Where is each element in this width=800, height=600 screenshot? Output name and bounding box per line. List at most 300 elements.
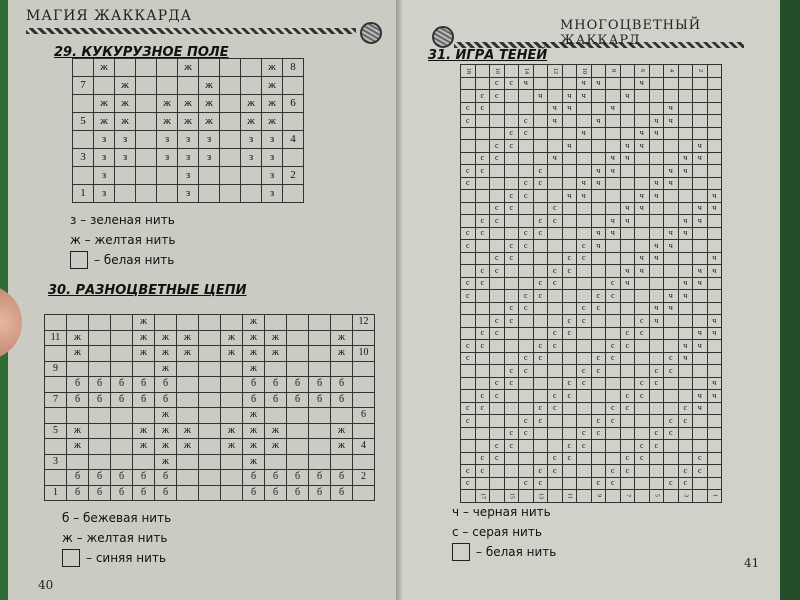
row-number-cell: 6 [635,65,650,78]
row-number-cell [548,490,563,503]
grid-cell [606,77,621,90]
grid-cell: б [265,470,287,486]
grid-cell [199,392,221,408]
grid-cell [475,127,490,140]
grid-cell: ж [177,330,199,346]
grid-cell [309,346,331,362]
grid-cell: с [490,90,505,103]
pattern-31-grid [460,64,722,503]
grid-cell [693,190,708,203]
grid-cell [461,315,476,328]
grid-cell [562,202,577,215]
grid-cell: с [693,465,708,478]
grid-cell [649,352,664,365]
grid-cell [519,465,534,478]
grid-cell [664,152,679,165]
grid-cell [475,377,490,390]
grid-cell [548,165,563,178]
grid-cell: ж [155,454,177,470]
grid-cell: с [475,102,490,115]
grid-cell: с [504,440,519,453]
grid-cell: ж [221,330,243,346]
grid-cell [73,95,94,113]
grid-cell [678,240,693,253]
header-rope-left [26,28,356,34]
grid-cell: б [111,485,133,501]
grid-cell [353,330,375,346]
grid-cell: с [490,265,505,278]
grid-cell [461,152,476,165]
grid-cell: ч [707,377,722,390]
grid-cell: б [67,392,89,408]
grid-cell: 4 [283,131,304,149]
row-number-cell: 18 [461,65,476,78]
grid-cell [664,377,679,390]
grid-cell: ж [265,423,287,439]
grid-cell: ч [664,177,679,190]
grid-cell: с [577,427,592,440]
row-number-cell: 10 [577,65,592,78]
grid-cell: б [89,377,111,393]
row-number-cell [577,490,592,503]
grid-cell [533,302,548,315]
grid-cell [548,190,563,203]
grid-cell: с [475,165,490,178]
grid-cell [577,352,592,365]
grid-cell: с [461,340,476,353]
grid-cell: с [577,365,592,378]
grid-cell [45,470,67,486]
grid-cell [635,415,650,428]
grid-cell [220,167,241,185]
grid-cell [620,102,635,115]
grid-cell [577,465,592,478]
grid-cell: ж [262,77,283,95]
grid-cell: с [475,452,490,465]
grid-cell [504,227,519,240]
grid-cell [533,452,548,465]
grid-cell: с [533,415,548,428]
grid-cell: 9 [45,361,67,377]
grid-cell [649,477,664,490]
grid-cell [577,277,592,290]
grid-cell [241,185,262,203]
row-number-cell: 14 [519,65,534,78]
grid-cell [606,327,621,340]
grid-cell: ч [707,252,722,265]
grid-cell [519,402,534,415]
white-swatch-right [452,543,470,561]
grid-cell [591,390,606,403]
grid-cell [649,77,664,90]
grid-cell [309,454,331,470]
grid-cell: ж [243,408,265,424]
grid-cell [115,167,136,185]
grid-cell [461,90,476,103]
grid-cell: с [606,402,621,415]
grid-cell [548,177,563,190]
grid-cell: с [562,390,577,403]
grid-cell: с [562,315,577,328]
grid-cell: ч [693,215,708,228]
grid-cell [707,227,722,240]
grid-cell [693,227,708,240]
grid-cell [606,127,621,140]
grid-cell [649,202,664,215]
grid-cell: з [178,185,199,203]
grid-cell: 4 [353,439,375,455]
grid-cell: 2 [283,167,304,185]
grid-cell [606,90,621,103]
grid-cell [504,215,519,228]
grid-cell [548,315,563,328]
grid-cell: с [562,252,577,265]
right-page [402,0,780,600]
grid-cell: с [461,415,476,428]
grid-cell: с [490,215,505,228]
grid-cell: с [461,277,476,290]
grid-cell: с [606,340,621,353]
legend-black: ч – черная нить [452,505,551,519]
grid-cell [309,361,331,377]
grid-cell: с [475,402,490,415]
grid-cell [664,202,679,215]
grid-cell [693,252,708,265]
grid-cell [490,365,505,378]
grid-cell [73,167,94,185]
grid-cell [220,59,241,77]
grid-cell [504,415,519,428]
grid-cell: ж [331,330,353,346]
grid-cell: ч [693,277,708,290]
grid-cell [577,265,592,278]
grid-cell: ч [577,90,592,103]
grid-cell [533,252,548,265]
row-number-cell: 15 [504,490,519,503]
grid-cell: с [504,302,519,315]
grid-cell [220,113,241,131]
grid-cell [562,427,577,440]
grid-cell [461,427,476,440]
grid-cell: с [620,390,635,403]
grid-cell [620,77,635,90]
grid-cell [577,115,592,128]
grid-cell: б [111,392,133,408]
grid-cell: б [243,485,265,501]
legend-white-right: – белая нить [476,545,557,559]
grid-cell [649,165,664,178]
grid-cell: с [519,240,534,253]
grid-cell: с [490,377,505,390]
grid-cell [309,439,331,455]
grid-cell [533,240,548,253]
grid-cell [548,140,563,153]
grid-cell [649,327,664,340]
grid-cell: с [475,277,490,290]
grid-cell: б [111,377,133,393]
grid-cell [635,115,650,128]
grid-cell: с [577,440,592,453]
grid-cell [461,327,476,340]
grid-cell [220,185,241,203]
grid-cell [693,77,708,90]
grid-cell: ч [606,152,621,165]
grid-cell: с [591,427,606,440]
grid-cell [136,113,157,131]
grid-cell [664,140,679,153]
row-number-cell [606,490,621,503]
grid-cell [548,127,563,140]
grid-cell [111,315,133,331]
grid-cell [504,90,519,103]
grid-cell [577,152,592,165]
grid-cell [664,315,679,328]
grid-cell [707,77,722,90]
grid-cell [475,440,490,453]
grid-cell [199,59,220,77]
grid-cell: с [548,265,563,278]
grid-cell: б [89,392,111,408]
grid-cell: с [461,352,476,365]
grid-cell [635,340,650,353]
row-number-cell [504,65,519,78]
grid-cell: с [490,77,505,90]
grid-cell [111,423,133,439]
row-number-cell [591,65,606,78]
grid-cell [89,346,111,362]
grid-cell: ж [157,113,178,131]
grid-cell [504,465,519,478]
grid-cell [199,408,221,424]
grid-cell [519,202,534,215]
grid-cell: ч [693,265,708,278]
grid-cell [678,90,693,103]
grid-cell [155,315,177,331]
grid-cell [519,440,534,453]
pattern-31-legend [452,502,556,562]
left-header: МАГИЯ ЖАККАРДА [26,8,193,24]
row-number-cell [475,65,490,78]
grid-cell: с [562,440,577,453]
grid-cell: ч [693,402,708,415]
row-number-cell [620,65,635,78]
grid-cell [475,427,490,440]
grid-cell: ч [606,215,621,228]
grid-cell [620,315,635,328]
grid-cell [693,427,708,440]
grid-cell: с [490,440,505,453]
grid-cell [678,327,693,340]
grid-cell: с [475,227,490,240]
grid-cell [707,352,722,365]
grid-cell: ч [519,77,534,90]
grid-cell [461,77,476,90]
grid-cell: ж [94,95,115,113]
grid-cell [577,452,592,465]
grid-cell [548,252,563,265]
grid-cell [649,390,664,403]
grid-cell [562,352,577,365]
grid-cell: ч [620,140,635,153]
grid-cell [475,240,490,253]
grid-cell [504,152,519,165]
grid-cell: с [577,252,592,265]
grid-cell: ч [577,77,592,90]
grid-cell: 8 [283,59,304,77]
grid-cell: ч [664,302,679,315]
grid-cell [635,227,650,240]
grid-cell [562,415,577,428]
grid-cell [577,477,592,490]
right-header: МНОГОЦВЕТНЫЙ ЖАККАРД [560,18,702,48]
grid-cell [353,392,375,408]
grid-cell [707,402,722,415]
grid-cell [504,402,519,415]
grid-cell [475,252,490,265]
grid-cell: 2 [353,470,375,486]
grid-cell: з [262,167,283,185]
grid-cell [111,408,133,424]
grid-cell [221,454,243,470]
grid-cell [177,315,199,331]
grid-cell: с [664,477,679,490]
grid-cell [635,102,650,115]
grid-cell [707,477,722,490]
grid-cell: з [94,167,115,185]
row-number-cell: 17 [475,490,490,503]
grid-cell: с [649,365,664,378]
grid-cell: б [331,377,353,393]
grid-cell [199,185,220,203]
grid-cell [707,340,722,353]
grid-cell [461,302,476,315]
grid-cell: с [548,277,563,290]
grid-cell: з [241,149,262,167]
grid-cell: ч [649,190,664,203]
grid-cell [490,402,505,415]
grid-cell: б [309,392,331,408]
grid-cell [664,265,679,278]
grid-cell [635,302,650,315]
grid-cell [678,140,693,153]
grid-cell: с [519,365,534,378]
grid-cell: ч [693,327,708,340]
grid-cell [309,423,331,439]
grid-cell [635,90,650,103]
grid-cell: ч [606,102,621,115]
grid-cell [606,440,621,453]
grid-cell [461,377,476,390]
pattern-30-legend [62,508,171,568]
grid-cell: з [94,149,115,167]
grid-cell: ч [693,390,708,403]
grid-cell [461,140,476,153]
grid-cell: с [533,477,548,490]
grid-cell: с [620,452,635,465]
grid-cell: ж [199,77,220,95]
grid-cell: с [461,227,476,240]
grid-cell: с [664,427,679,440]
grid-cell: с [504,190,519,203]
grid-cell [461,190,476,203]
grid-cell: ч [649,127,664,140]
grid-cell [707,240,722,253]
grid-cell: ч [548,152,563,165]
grid-cell [45,377,67,393]
grid-cell: с [591,302,606,315]
grid-cell: ч [678,340,693,353]
grid-cell: б [111,470,133,486]
grid-cell [548,302,563,315]
grid-cell [331,315,353,331]
grid-cell: б [265,377,287,393]
grid-cell: с [504,127,519,140]
grid-cell [693,115,708,128]
grid-cell [577,390,592,403]
grid-cell: с [504,77,519,90]
grid-cell [577,402,592,415]
grid-cell [287,439,309,455]
grid-cell [45,315,67,331]
grid-cell [620,440,635,453]
grid-cell: з [115,131,136,149]
grid-cell [693,290,708,303]
row-number-cell: 16 [490,65,505,78]
grid-cell [664,452,679,465]
grid-cell: ж [262,95,283,113]
grid-cell [94,77,115,95]
grid-cell: ж [243,423,265,439]
grid-cell [533,140,548,153]
grid-cell: с [490,452,505,465]
grid-cell [664,252,679,265]
grid-cell [533,115,548,128]
grid-cell [265,315,287,331]
grid-cell [678,190,693,203]
grid-cell: ж [67,346,89,362]
grid-cell: ж [243,361,265,377]
grid-cell [577,140,592,153]
grid-cell [67,315,89,331]
grid-cell: 3 [73,149,94,167]
grid-cell [649,90,664,103]
grid-cell: ч [606,227,621,240]
grid-cell [591,140,606,153]
grid-cell [620,252,635,265]
grid-cell [635,477,650,490]
grid-cell [490,115,505,128]
grid-cell [136,95,157,113]
grid-cell: ч [678,165,693,178]
legend-gray: с – серая нить [452,525,542,539]
grid-cell [331,454,353,470]
grid-cell [635,365,650,378]
grid-cell: с [519,127,534,140]
grid-cell [353,377,375,393]
grid-cell: с [664,352,679,365]
grid-cell [620,377,635,390]
grid-cell: с [649,440,664,453]
grid-cell [577,165,592,178]
grid-cell [562,127,577,140]
grid-cell: с [635,327,650,340]
grid-cell [504,390,519,403]
grid-cell: 5 [45,423,67,439]
grid-cell: с [577,377,592,390]
grid-cell: с [678,477,693,490]
grid-cell [157,77,178,95]
grid-cell [606,202,621,215]
